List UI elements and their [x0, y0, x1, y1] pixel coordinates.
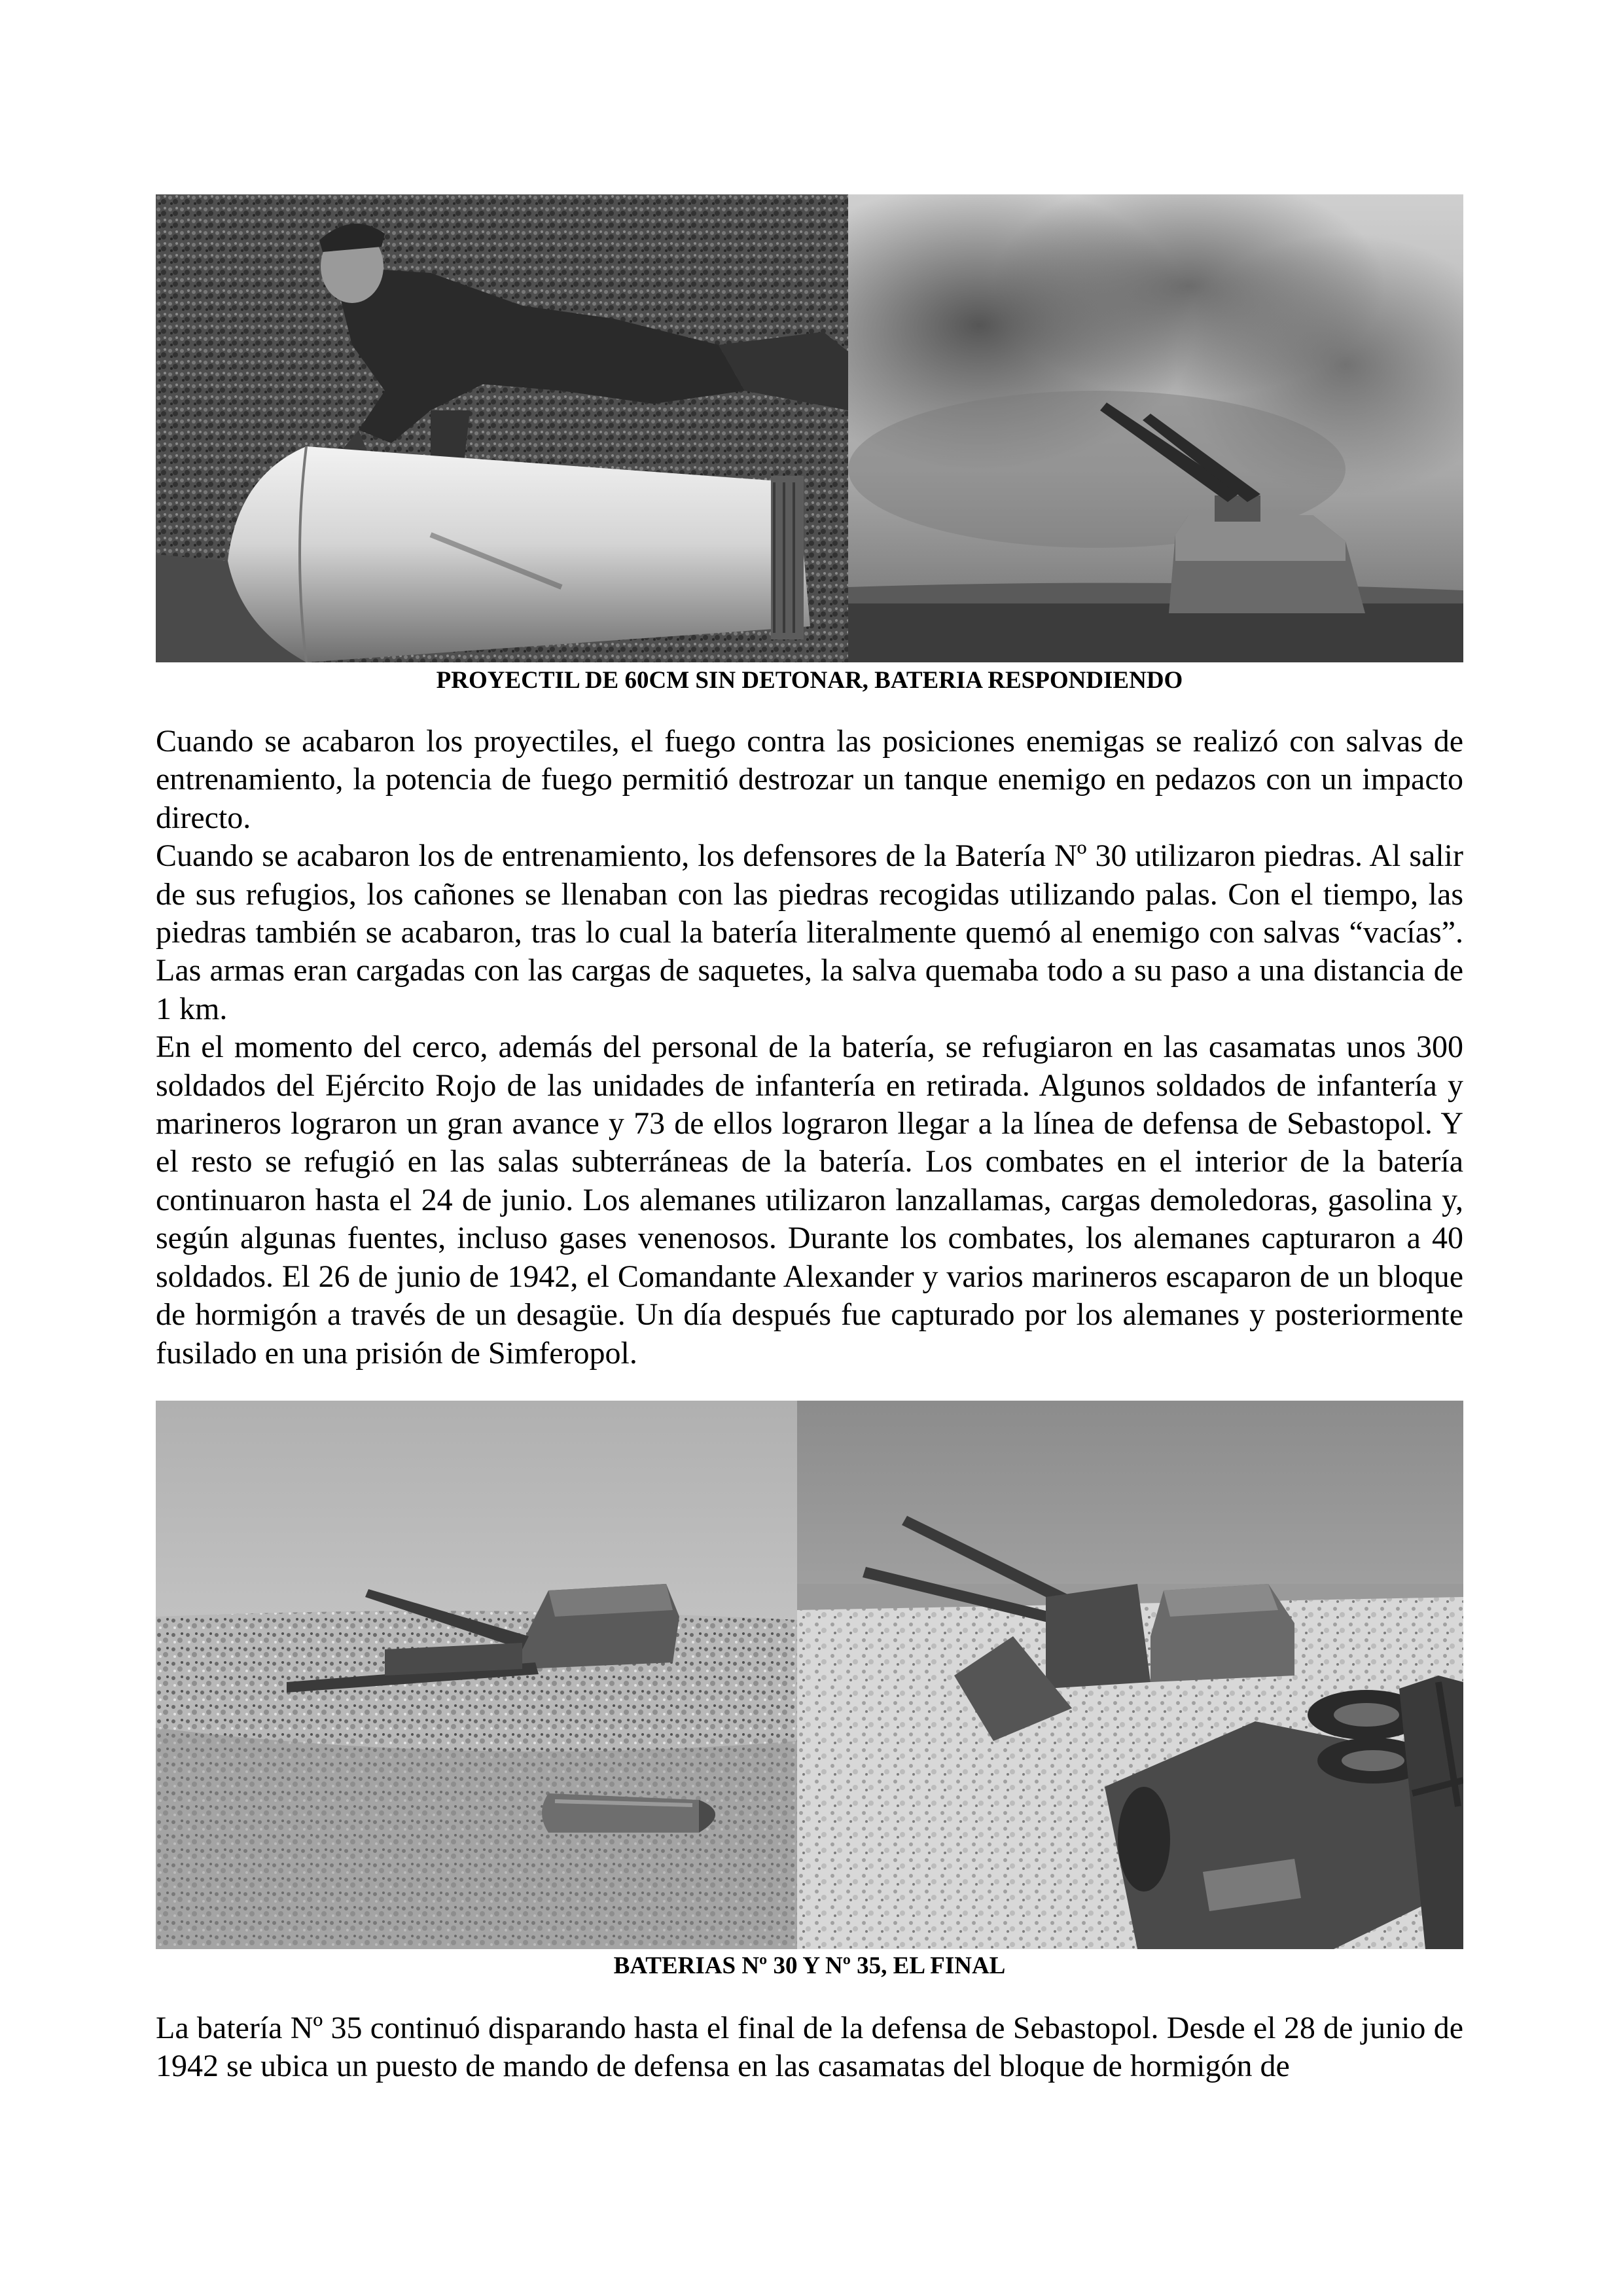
figure-2-caption: BATERIAS Nº 30 Y Nº 35, EL FINAL — [613, 1952, 1006, 1979]
figure-2-photos — [156, 1401, 1463, 1949]
paragraph-4: La batería Nº 35 continuó disparando hasta el final de la defensa de Sebastopol. Desde el 28 de junio de 1942 se ubica un puesto de mando de defensa en las casamatas del bloque de hormigón de — [156, 2011, 1463, 2084]
paragraph-3: En el momento del cerco, además del personal de la batería, se refugiaron en las casamatas unos 300 soldados del Ejército Rojo de las unidades de infantería en retirada. Algunos soldados de infantería y marineros lograron un gran avance y 73 de ellos lograron llegar a la línea de defensa de Sebastopol. Y el resto se refugió en las salas subterráneas de la batería. Los combates en el interior de la batería continuaron hasta el 24 de junio. Los alemanes utilizaron lanzallamas, cargas demoledoras, gasolina y, según algunas fuentes, incluso gases venenosos. Durante los combates, los alemanes capturaron a 40 soldados. El 26 de junio de 1942, el Comandante Alexander y varios marineros escaparon de un bloque de hormigón a través de un desagüe. Un día después fue capturado por los alemanes y posteriormente fusilado en una prisión de Simferopol. — [156, 1030, 1463, 1371]
photo-soldier-with-shell — [156, 194, 848, 662]
paragraph-1: Cuando se acabaron los proyectiles, el fuego contra las posiciones enemigas se realizó con salvas de entrenamiento, la potencia de fuego permitió destrozar un tanque enemigo en pedazos con un impacto directo. — [156, 724, 1463, 835]
body-text-continued — [156, 2009, 1463, 2086]
photo-turret-firing — [848, 194, 1463, 662]
photo-destroyed-battery-35 — [797, 1401, 1463, 1949]
photo-destroyed-battery-30 — [156, 1401, 797, 1949]
body-text-main — [156, 723, 1463, 1372]
figure-1-photos — [156, 194, 1463, 662]
paragraph-2: Cuando se acabaron los de entrenamiento, los defensores de la Batería Nº 30 utilizaron piedras. Al salir de sus refugios, los cañones se llenaban con las piedras recogidas utilizando palas. Con el tiempo, las piedras también se acabaron, tras lo cual la batería literalmente quemó al enemigo con salvas “vacías”. Las armas eran cargadas con las cargas de saquetes, la salva quemaba todo a su paso a una distancia de 1 km. — [156, 838, 1463, 1026]
figure-1-caption: PROYECTIL DE 60CM SIN DETONAR, BATERIA RESPONDIENDO — [436, 667, 1183, 694]
